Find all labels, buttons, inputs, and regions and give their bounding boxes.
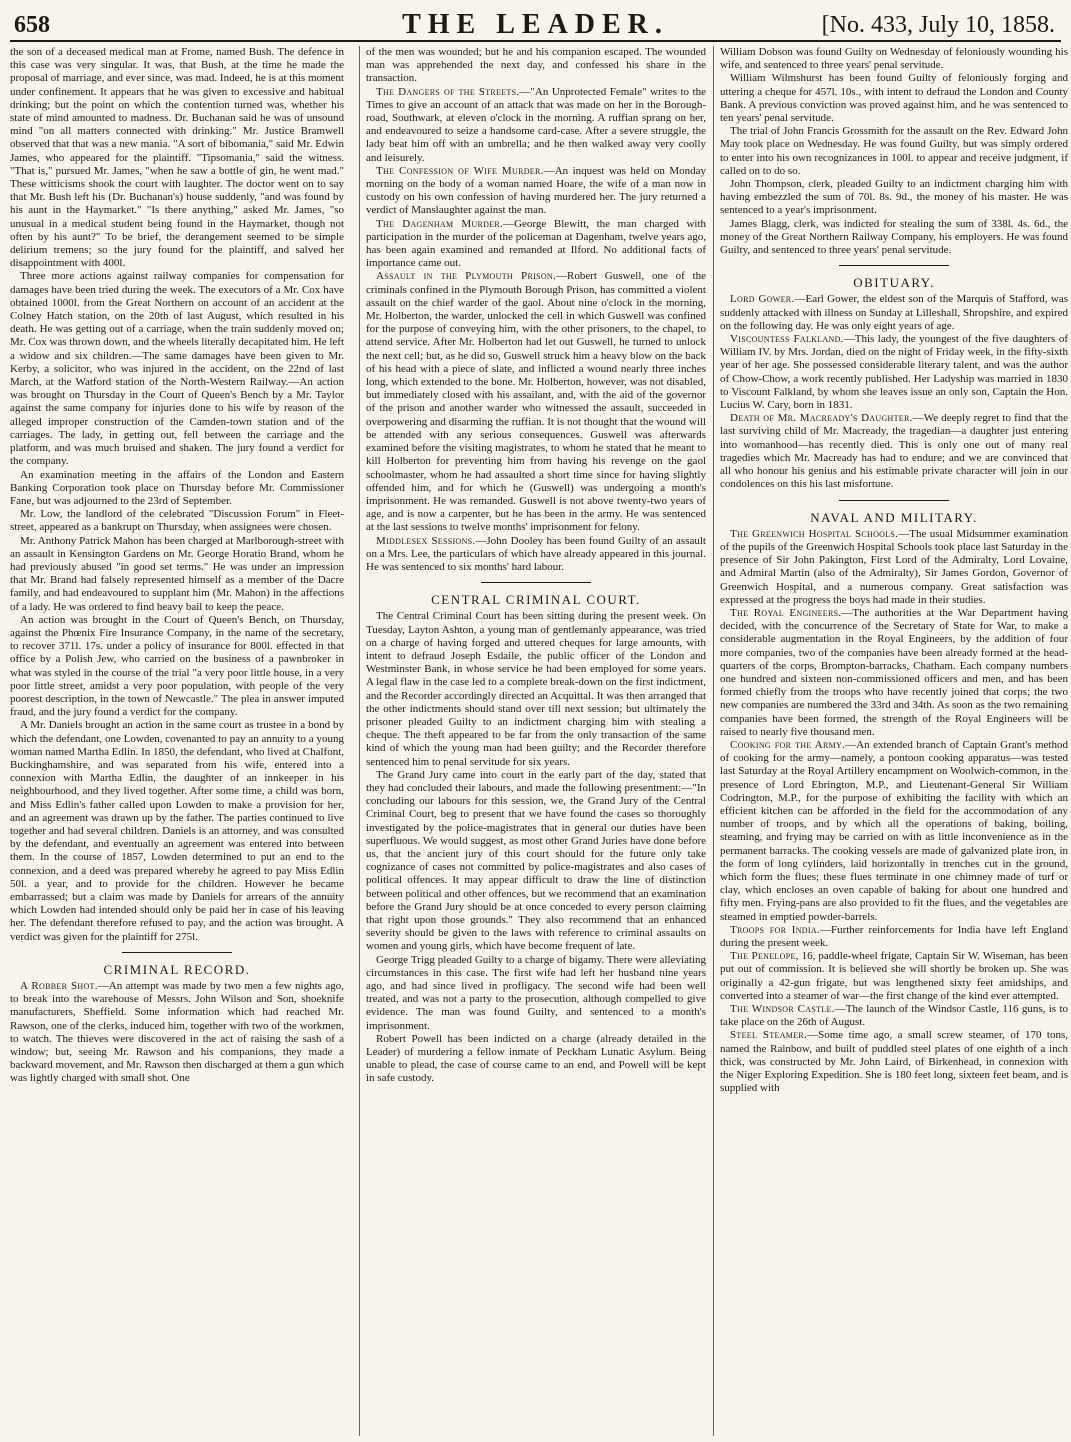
paragraph: William Wilmshurst has been found Guilty of feloniously forging and uttering a cheque for 457l. 10s., with intent to defraud the London and County Bank. A previous conviction was proved against him, and he was sentenced to ten years' penal servitude.: [720, 72, 1068, 125]
paragraph: George Trigg pleaded Guilty to a charge of bigamy. There were alleviating circumstances in this case. The first wife had left her husband nine years ago, and had since lived in profligacy. The second wife had been well treated, and was not a party to the prosecution, although compelled to give evidence. The man was found Guilty, and sentenced to a month's imprisonment.: [366, 953, 706, 1032]
section-heading-central-criminal-court: CENTRAL CRIMINAL COURT.: [431, 592, 641, 608]
article-lord-gower: [720, 293, 1068, 333]
issue-date: [No. 433, July 10, 1858.: [821, 12, 1055, 38]
paragraph: the son of a deceased medical man at Frome, named Bush. The defence in this case was very singular. It was, that Bush, at the time he made the proposal of marriage, and ever since, was mad. Indeed, he is at this moment under confinement. It appears that he was given to excessive and habitual drinking; but the point on which the contention turned was, whether his state of mind amounted to madness. Dr. Buchanan said he was of unsound mind "on all matters connected with drinking." Mr. Justice Bramwell observed that that was a new mania. "A sort of bibomania," said Mr. Edwin James, who appeared for the plaintiff. "Tipsomania," said the witness. "That is," pursued Mr. James, "when he saw a bottle of gin, he went mad." These witticisms shook the court with laughter. The doctor went on to say that Mr. Bush left his (Dr. Buchanan's) house suddenly, "and was found by his aunt in the Haymarket." "Is there anything," asked Mr. James, "so unusual in a medical student being found in the Haymarket, though not often by his aunt?" To be brief, the derangement seemed to be simple delirium tremens; so the jury found for the plaintiff, and salved her disappointment with 400l.: [10, 46, 344, 270]
article-lead: Troops for India.: [730, 923, 820, 936]
article-troops-india: [720, 924, 1068, 950]
article-lead: The Confession of Wife Murder.: [376, 164, 544, 177]
section-heading-naval-military: NAVAL AND MILITARY.: [810, 509, 978, 525]
section-divider: [122, 952, 232, 953]
paragraph: The trial of John Francis Grossmith for the assault on the Rev. Edward John May took place on Wednesday. He was found Guilty, but was simply ordered to enter into his own recognizances in 100l. to appear and receive judgment, if called on to do so.: [720, 125, 1068, 177]
paragraph: Three more actions against railway companies for compensation for damages have been tried during the week. The executors of a Mr. Cox have obtained 1000l. from the Great Northern on account of an accident at the Colney Hatch station, on the 20th of last August, which resulted in his death. He was getting out of a carriage, when the train suddenly moved on; Mr. Cox was thrown down, and the wheels literally decapitated him. He left a widow and six children.—The same damages have been given to Mr. Kerby, a solicitor, who was injured in the accident, on the 22nd of last March, at the Watford station of the North-Western Railway.—An action was brought on Thursday in the Court of Queen's Bench by a Mr. Taylor against the same company for injuries done to his wife by reason of the alleged improper construction of the Camden-town station and of the carriages. The lady, in getting out, fell between the carriage and the platform, and was much bruised and shaken. The jury found a verdict for the company.: [10, 270, 344, 468]
article-body: —The usual Midsummer examination of the pupils of the Greenwich Hospital Schools took place last Saturday in the presence of Sir John Pakington, First Lord of the Admiralty, Lord Lovaine, and Admiral Martin (also of the Admiralty), Sir James Gordon, Governor of Greenwich Hospital, and a numerous company. Great satisfaction was expressed at the progress the boys had made in their studies.: [720, 527, 1068, 606]
article-body: —Earl Gower, the eldest son of the Marquis of Stafford, was suddenly attacked with illness on Sunday at Lilleshall, Shropshire, and expired on the following day. He was only eight years of age.: [720, 293, 1068, 332]
article-body: —Some time ago, a small screw steamer, of 170 tons, named the Rainbow, and built of puddled steel plates of one eighth of a inch thick, was constructed by Mr. John Laird, of Birkenhead, in connexion with the Niger Exploring Expedition. She is 180 feet long, sixteen feet beam, and is supplied with: [720, 1029, 1068, 1095]
paragraph: Mr. Anthony Patrick Mahon has been charged at Marlborough-street with an assault in Kensington Gardens on Mr. George Horatio Brand, whom he had previously abused "in good set terms." He was under an impression that Mr. Brand had falsely represented himself as a member of the Dacre family, and had endeavoured to supplant him (Mr. Mahon) in the affections of a lady. He was ordered to find heavy bail to keep the peace.: [10, 534, 344, 613]
article-windsor-castle: [720, 1003, 1068, 1029]
section-divider: [481, 582, 591, 583]
paragraph: The Grand Jury came into court in the early part of the day, stated that they had concluded their labours, and made the following presentment:—"In concluding our labours for this session, we, the Grand Jury of the Central Criminal Court, beg to present that we have found the cases so thoroughly investigated by the police-magistrates that in general our duties have been superfluous. We would suggest, as most other Grand Juries have done before us, that the ancient jury of this court should for the future only take cognizance of cases not committed by police-magistrates and also cases of political offences. It may appear difficult to draw the line of distinction between political and other offences, but we recommend that an examination before the Grand Jury should be at once conceded to every person claiming that right upon those grounds." They also recommend that an enhanced severity should be given to the laws with reference to criminal assaults on women and young girls, which have become frequent of late.: [366, 768, 706, 953]
article-penelope: [720, 950, 1068, 1003]
article-steel-steamer: [720, 1029, 1068, 1095]
article-body: —"An Unprotected Female" writes to the Times to give an account of an attack that was made on her in the Borough-road, Southwark, at eleven o'clock in the morning. A ruffian sprang on her, and endeavoured to seize a handsome card-case. After a severe struggle, the lady beat him off with an umbrella; and he then walked away very coolly and leisurely.: [366, 85, 706, 164]
paragraph: James Blagg, clerk, was indicted for stealing the sum of 338l. 4s. 6d., the money of the Great Northern Railway Company, his employers. He was found Guilty, and sentenced to three years' penal servitude.: [720, 217, 1068, 257]
section-heading-obituary: OBITUARY.: [853, 275, 935, 291]
article-lead: The Royal Engineers.: [730, 606, 842, 619]
article-body: —An inquest was held on Monday morning on the body of a woman named Hoare, the wife of a man now in custody on his own confession of having murdered her. The jury returned a verdict of Manslaughter against the man.: [366, 164, 706, 217]
article-columns: [10, 46, 1068, 1436]
article-lead: Middlesex Sessions.: [376, 534, 476, 547]
paragraph: A Mr. Daniels brought an action in the same court as trustee in a bond by which the defendant, one Lowden, covenanted to pay an annuity to a young woman named Martha Edlin. In 1850, the defendant, who lived at Chalfont, Buckinghamshire, and was separated from his wife, entered into a connexion with Martha Edlin, the daughter of an innkeeper in his neighbourhood, and they lived together. After some time, a child was born, and Miss Edlin's father called upon Lowden to make a provision for her, and an agreement was drawn up by the father. The parties continued to live together and had several children. Daniels is an attorney, and was consulted by the defendant, and eventually an agreement was entered into between them. In the course of 1857, Lowden determined to put an end to the connexion, and a deed was prepared whereby he agreed to pay Miss Edlin 50l. a year, and to provide for the children. However he became embarrassed; but a claim was made by Daniels for arrears of the annuity which Lowden had intended should only be paid her in case of his leaving her. The defendant therefore refused to pay, and the action was brought. A verdict was given for the plaintiff for 275l.: [10, 719, 344, 943]
section-divider: [839, 500, 949, 501]
paragraph: William Dobson was found Guilty on Wednesday of feloniously wounding his wife, and sentenced to three years' penal servitude.: [720, 46, 1068, 72]
section-divider: [839, 265, 949, 266]
article-lead: The Dangers of the Streets.: [376, 85, 520, 98]
article-middlesex-sessions: [366, 535, 706, 575]
article-plymouth-prison: [366, 270, 706, 534]
article-viscountess-falkland: [720, 333, 1068, 412]
page-number: 658: [14, 12, 50, 38]
paragraph: John Thompson, clerk, pleaded Guilty to an indictment charging him with having embezzled the sum of 70l. 8s. 9d., the money of his master. He was sentenced to a year's imprisonment.: [720, 178, 1068, 217]
paragraph: The Central Criminal Court has been sitting during the present week. On Tuesday, Layton Ashton, a young man of gentlemanly appearance, was tried on a charge of having forged and uttered cheques for large amounts, with intent to defraud Joseph Esdaile, the public officer of the London and Westminster Bank, in whose service he had been employed for some years. A legal flaw in the case led to a complete break-down on the first indictment, and the Recorder accordingly directed an Acquittal. It was then arranged that the other indictments should stand over till next session; but ultimately the prisoner pleaded Guilty to an indictment charging him with stealing a cheque. The theft appeared to be far from the only transaction of the same kind of which the young man had been guilty; and the Recorder therefore sentenced him to penal servitude for six years.: [366, 610, 706, 768]
article-robber-shot: [10, 980, 344, 1086]
article-body: —The launch of the Windsor Castle, 116 guns, is to take place on the 26th of August.: [720, 1003, 1068, 1029]
article-lead: A Robber Shot.: [20, 980, 98, 993]
article-macready-daughter: [720, 412, 1068, 491]
paragraph: of the men was wounded; but he and his companion escaped. The wounded man was apprehended the next day, and confessed his share in the transaction.: [366, 46, 706, 85]
article-lead: The Dagenham Murder.: [376, 217, 504, 230]
article-body: —The authorities at the War Department having decided, with the concurrence of the Secretary of State for War, to make a considerable augmentation in the Royal Engineers, by the addition of four more companies, two of the companies have been already formed at the head-quarters of the corps, Brompton-barracks, Chatham. Each company numbers one hundred and sixteen non-commissioned officers and men, and has been formed chiefly from the troops who have recently joined that corps; the two new companies are numbered the 33rd and 34th. As soon as the two remaining companies have been formed, the strength of the Royal Engineers will be raised to nearly five thousand men.: [720, 606, 1068, 738]
article-lead: Death of Mr. Macready's Daughter.: [730, 412, 913, 425]
masthead: [10, 8, 1061, 42]
column-1: [10, 46, 344, 1436]
paragraph: Mr. Low, the landlord of the celebrated "Discussion Forum" in Fleet-street, appeared as a bankrupt on Thursday, when assignees were chosen.: [10, 508, 344, 534]
column-3: [713, 46, 1068, 1436]
article-dangers-of-streets: [366, 86, 706, 165]
article-lead: Steel Steamer.: [730, 1029, 808, 1042]
article-lead: Cooking for the Army.: [730, 738, 846, 751]
article-lead: Viscountess Falkland.: [730, 333, 844, 346]
article-lead: The Windsor Castle.: [730, 1003, 835, 1016]
article-body: —An attempt was made by two men a few nights ago, to break into the warehouse of Messrs. John Wilson and Son, shoeknife manufacturers, Sheffield. Some information which had reached Mr. Rawson, one of the clerks, induced him, together with two of the workmen, to watch. The thieves were discovered in the act of raising the sash of a window; but, seeing Mr. Rawson and his companions, they made a backward movement, and Mr. Rawson then discharged at them a gun which was lightly charged with small shot. One: [10, 980, 344, 1085]
article-lead: The Greenwich Hospital Schools.: [730, 527, 899, 540]
section-heading-criminal-record: CRIMINAL RECORD.: [103, 961, 251, 977]
article-cooking-army: [720, 739, 1068, 924]
article-body: —This lady, the youngest of the five daughters of William IV. by Mrs. Jordan, died on the night of Friday week, in the fifty-sixth year of her age. She possessed considerable literary talent, and was the author of Chow-Chow, a work recently published. Her Ladyship was married in 1830 to Viscount Falkland, by whom she leaves issue an only son, Captain the Hon. Lucius W. Cary, born in 1831.: [720, 333, 1068, 412]
article-lead: Assault in the Plymouth Prison.: [376, 270, 557, 283]
article-body: —An extended branch of Captain Grant's method of cooking for the army—namely, a pontoon cooking apparatus—was tested last Saturday at the Royal Artillery encampment on Woolwich-common, in the presence of Lord Ebrington, M.P., and Lieutenant-General Sir William Codrington, M.P., for the purpose of exhibiting the facility with which an efficient kitchen can be afforded in the field for the accommodation of any number of troops, and by which all the operations of baking, boiling, steaming, and frying may be carried on with as little inconvenience as in the permanent barracks. The cooking vessels are made of galvanized plate iron, in the form of long cylinders, laid horizontally in trenches cut in the ground, which form the flues; these flues terminate in one chimney made of turf or clay, which encloses an oven capable of baking for about one hundred and fifty men. Frying-pans are also provided to fit the flues, and the vegetables are steamed in emptied powder-barrels.: [720, 738, 1068, 923]
article-greenwich-schools: [720, 528, 1068, 607]
newspaper-title: THE LEADER.: [402, 9, 669, 40]
article-royal-engineers: [720, 607, 1068, 739]
article-lead: The Penelope,: [730, 950, 799, 963]
article-body: 16, paddle-wheel frigate, Captain Sir W. Wiseman, has been put out of commission. It is believed she will shortly be broken up. She was originally a 42-gun frigate, but was lengthened sixty feet amidships, and converted into a steamer of war—the first change of the kind ever attempted.: [720, 950, 1068, 1002]
article-body: —Further reinforcements for India have left England during the present week.: [720, 923, 1068, 949]
article-wife-murder: [366, 165, 706, 218]
article-dagenham-murder: [366, 218, 706, 271]
article-body: —We deeply regret to find that the last surviving child of Mr. Macready, the tragedian—a daughter just entering into womanhood—has recently died. This is only one out of many real tragedies which Mr. Macready has had to endure; and we are convinced that all who honour his genius and his estimable private character will join in our condolences on this his last misfortune.: [720, 412, 1068, 491]
paragraph: Robert Powell has been indicted on a charge (already detailed in the Leader) of murdering a fellow inmate of Peckham Lunatic Asylum. Being unable to plead, the case of course came to an end, and Powell will be kept in safe custody.: [366, 1032, 706, 1085]
article-body: —Robert Guswell, one of the criminals confined in the Plymouth Borough Prison, has committed a violent assault on the chief warder of the gaol. About nine o'clock in the morning, Mr. Holberton, the warder, unlocked the cell in which Guswell was confined for the purpose of conveying him, with the other prisoners, to the chapel, to attend service. After Mr. Holberton had let out Guswell, he turned to unlock the next cell; but, as he did so, Guswell struck him a heavy blow on the back of his head with a piece of slate, and inflicted a wound nearly three inches long, which extended to the bone. Mr. Holberton, however, was not disabled, but immediately closed with his assailant, and, with the aid of the governor of the prison and another warder who witnessed the assault, succeeded in overpowering and disarming the ruffian. It is not thought that the wound will be attended with any serious consequences. Guswell was afterwards examined before the visiting magistrates, to whom he stated that he meant to kill Holberton for preventing him from having his revenge on the gaol schoolmaster, whom he had assaulted a short time since for having slightly offended him, and for which he (Guswell) was undergoing a month's imprisonment. He was remanded. Guswell is not above twenty-two years of age, and is now a carpenter, but he has been in the army. He was sentenced at the last sessions to twelve months' imprisonment for felony.: [366, 270, 706, 534]
article-body: —John Dooley has been found Guilty of an assault on a Mrs. Lee, the particulars of which have already appeared in this journal. He was sentenced to six months' hard labour.: [366, 534, 706, 573]
paragraph: An examination meeting in the affairs of the London and Eastern Banking Corporation took place on Thursday before Mr. Commissioner Fane, but was adjourned to the 23rd of September.: [10, 468, 344, 507]
article-lead: Lord Gower.: [730, 293, 795, 306]
article-body: —George Blewitt, the man charged with participation in the murder of the policeman at Dagenham, twelve years ago, has been again examined and remanded at Ilford. No additional facts of importance came out.: [366, 217, 706, 270]
column-2: [359, 46, 706, 1436]
paragraph: An action was brought in the Court of Queen's Bench, on Thursday, against the Phœnix Fire Insurance Company, in the name of the secretary, to recover 371l. 17s. under a policy of insurance for 800l. effected in that office by a Polish Jew, who carried on the business of a pawnbroker in what was styled in the course of the trial "a very poor little house, in a very poor little street, amidst a very poor population, with people of the very poorest description, in the town of Newcastle." The plea in answer imputed fraud, and the jury found a verdict for the company.: [10, 613, 344, 719]
